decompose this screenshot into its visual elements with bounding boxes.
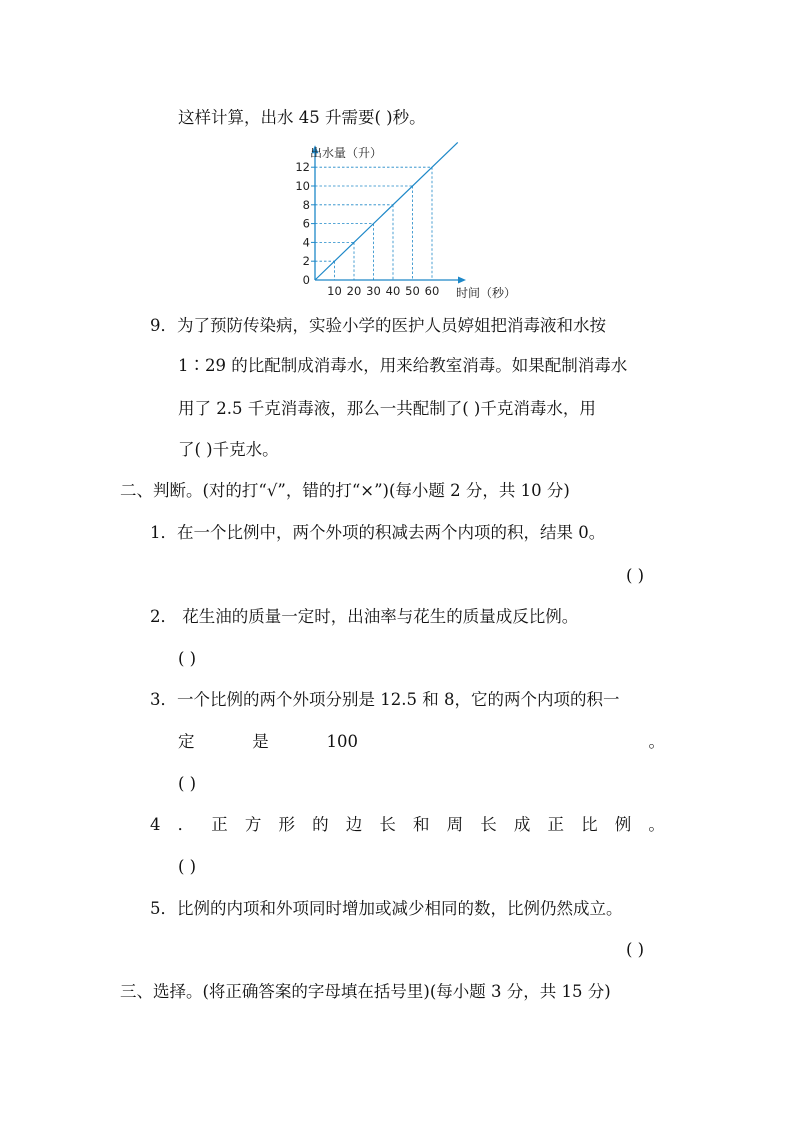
chart-x-tick-label: 40 <box>385 284 401 298</box>
judgement-answer-paren-2: ( ) <box>178 649 197 668</box>
judgement-item-3: 3．一个比例的两个外项分别是 12.5 和 8，它的两个内项的积一 <box>150 690 620 709</box>
chart-y-tick-label: 10 <box>295 179 310 193</box>
chart-y-tick-label: 8 <box>302 197 310 212</box>
chart-y-tick-label: 6 <box>302 216 310 231</box>
chart-series-line <box>315 142 458 280</box>
judgement-answer-paren-3: ( ) <box>178 774 197 793</box>
text-fragment: 和 <box>413 815 430 834</box>
chart-x-tick-label: 50 <box>405 284 420 298</box>
text-fragment: 。 <box>648 815 665 834</box>
question-9-line-1: 9．为了预防传染病，实验小学的医护人员婷姐把消毒液和水按 <box>150 316 606 335</box>
chart-x-axis-label: 时间（秒） <box>456 286 517 300</box>
chart-x-tick-label: 20 <box>346 284 362 298</box>
text-fragment: 的 <box>312 815 329 834</box>
text-fragment: 长 <box>379 815 396 834</box>
text-fragment: 成 <box>513 815 531 834</box>
chart-x-tick-label: 10 <box>327 284 342 298</box>
water-output-chart <box>290 140 540 305</box>
chart-y-tick-label: 4 <box>302 235 310 250</box>
question-8-tail: 这样计算，出水 45 升需要( )秒。 <box>178 108 426 127</box>
chart-x-tick-label: 30 <box>366 284 381 298</box>
chart-y-axis-label: 出水量（升） <box>310 146 383 160</box>
judgement-item-3-continuation <box>178 730 665 754</box>
judgement-item-1: 1．在一个比例中，两个外项的积减去两个内项的积，结果 0。 <box>150 523 606 542</box>
question-9-line-2: 1∶29 的比配制成消毒水，用来给教室消毒。如果配制消毒水 <box>178 356 628 375</box>
judgement-item-4 <box>150 813 665 837</box>
text-fragment: 形 <box>278 815 295 834</box>
chart-y-tick-label: 12 <box>295 160 310 175</box>
judgement-answer-paren-1: ( ) <box>626 566 645 585</box>
judgement-item-5: 5．比例的内项和外项同时增加或减少相同的数，比例仍然成立。 <box>150 899 623 918</box>
text-fragment: 定 <box>178 732 195 751</box>
text-fragment: 是 <box>252 732 269 751</box>
text-fragment: 比 <box>581 815 598 834</box>
question-9-line-3: 用了 2.5 千克消毒液，那么一共配制了( )千克消毒水，用 <box>178 399 596 418</box>
text-fragment: 100 <box>326 732 358 751</box>
section-3-heading: 三、选择。(将正确答案的字母填在括号里)(每小题 3 分，共 15 分) <box>120 982 611 1001</box>
chart-y-tick-label: 2 <box>302 254 310 269</box>
chart-x-tick-label: 60 <box>424 284 440 298</box>
judgement-item-2: 2． 花生油的质量一定时，出油率与花生的质量成反比例。 <box>150 607 579 626</box>
text-fragment: 正 <box>211 815 228 834</box>
text-fragment: ． <box>177 815 195 834</box>
chart-y-tick-label: 0 <box>302 273 310 287</box>
judgement-answer-paren-5: ( ) <box>626 940 645 959</box>
text-fragment: 正 <box>547 815 564 834</box>
text-fragment: 。 <box>648 732 665 751</box>
text-fragment: 周 <box>446 815 464 834</box>
chart-x-arrow <box>458 277 466 284</box>
text-fragment: 方 <box>244 815 262 834</box>
judgement-answer-paren-4: ( ) <box>178 857 197 876</box>
section-2-heading: 二、判断。(对的打“√”，错的打“×”)(每小题 2 分，共 10 分) <box>120 481 570 500</box>
question-9-line-4: 了( )千克水。 <box>178 440 279 459</box>
text-fragment: 例 <box>614 815 632 834</box>
text-fragment: 边 <box>345 815 363 834</box>
text-fragment: 4 <box>150 815 161 834</box>
text-fragment: 长 <box>480 815 497 834</box>
